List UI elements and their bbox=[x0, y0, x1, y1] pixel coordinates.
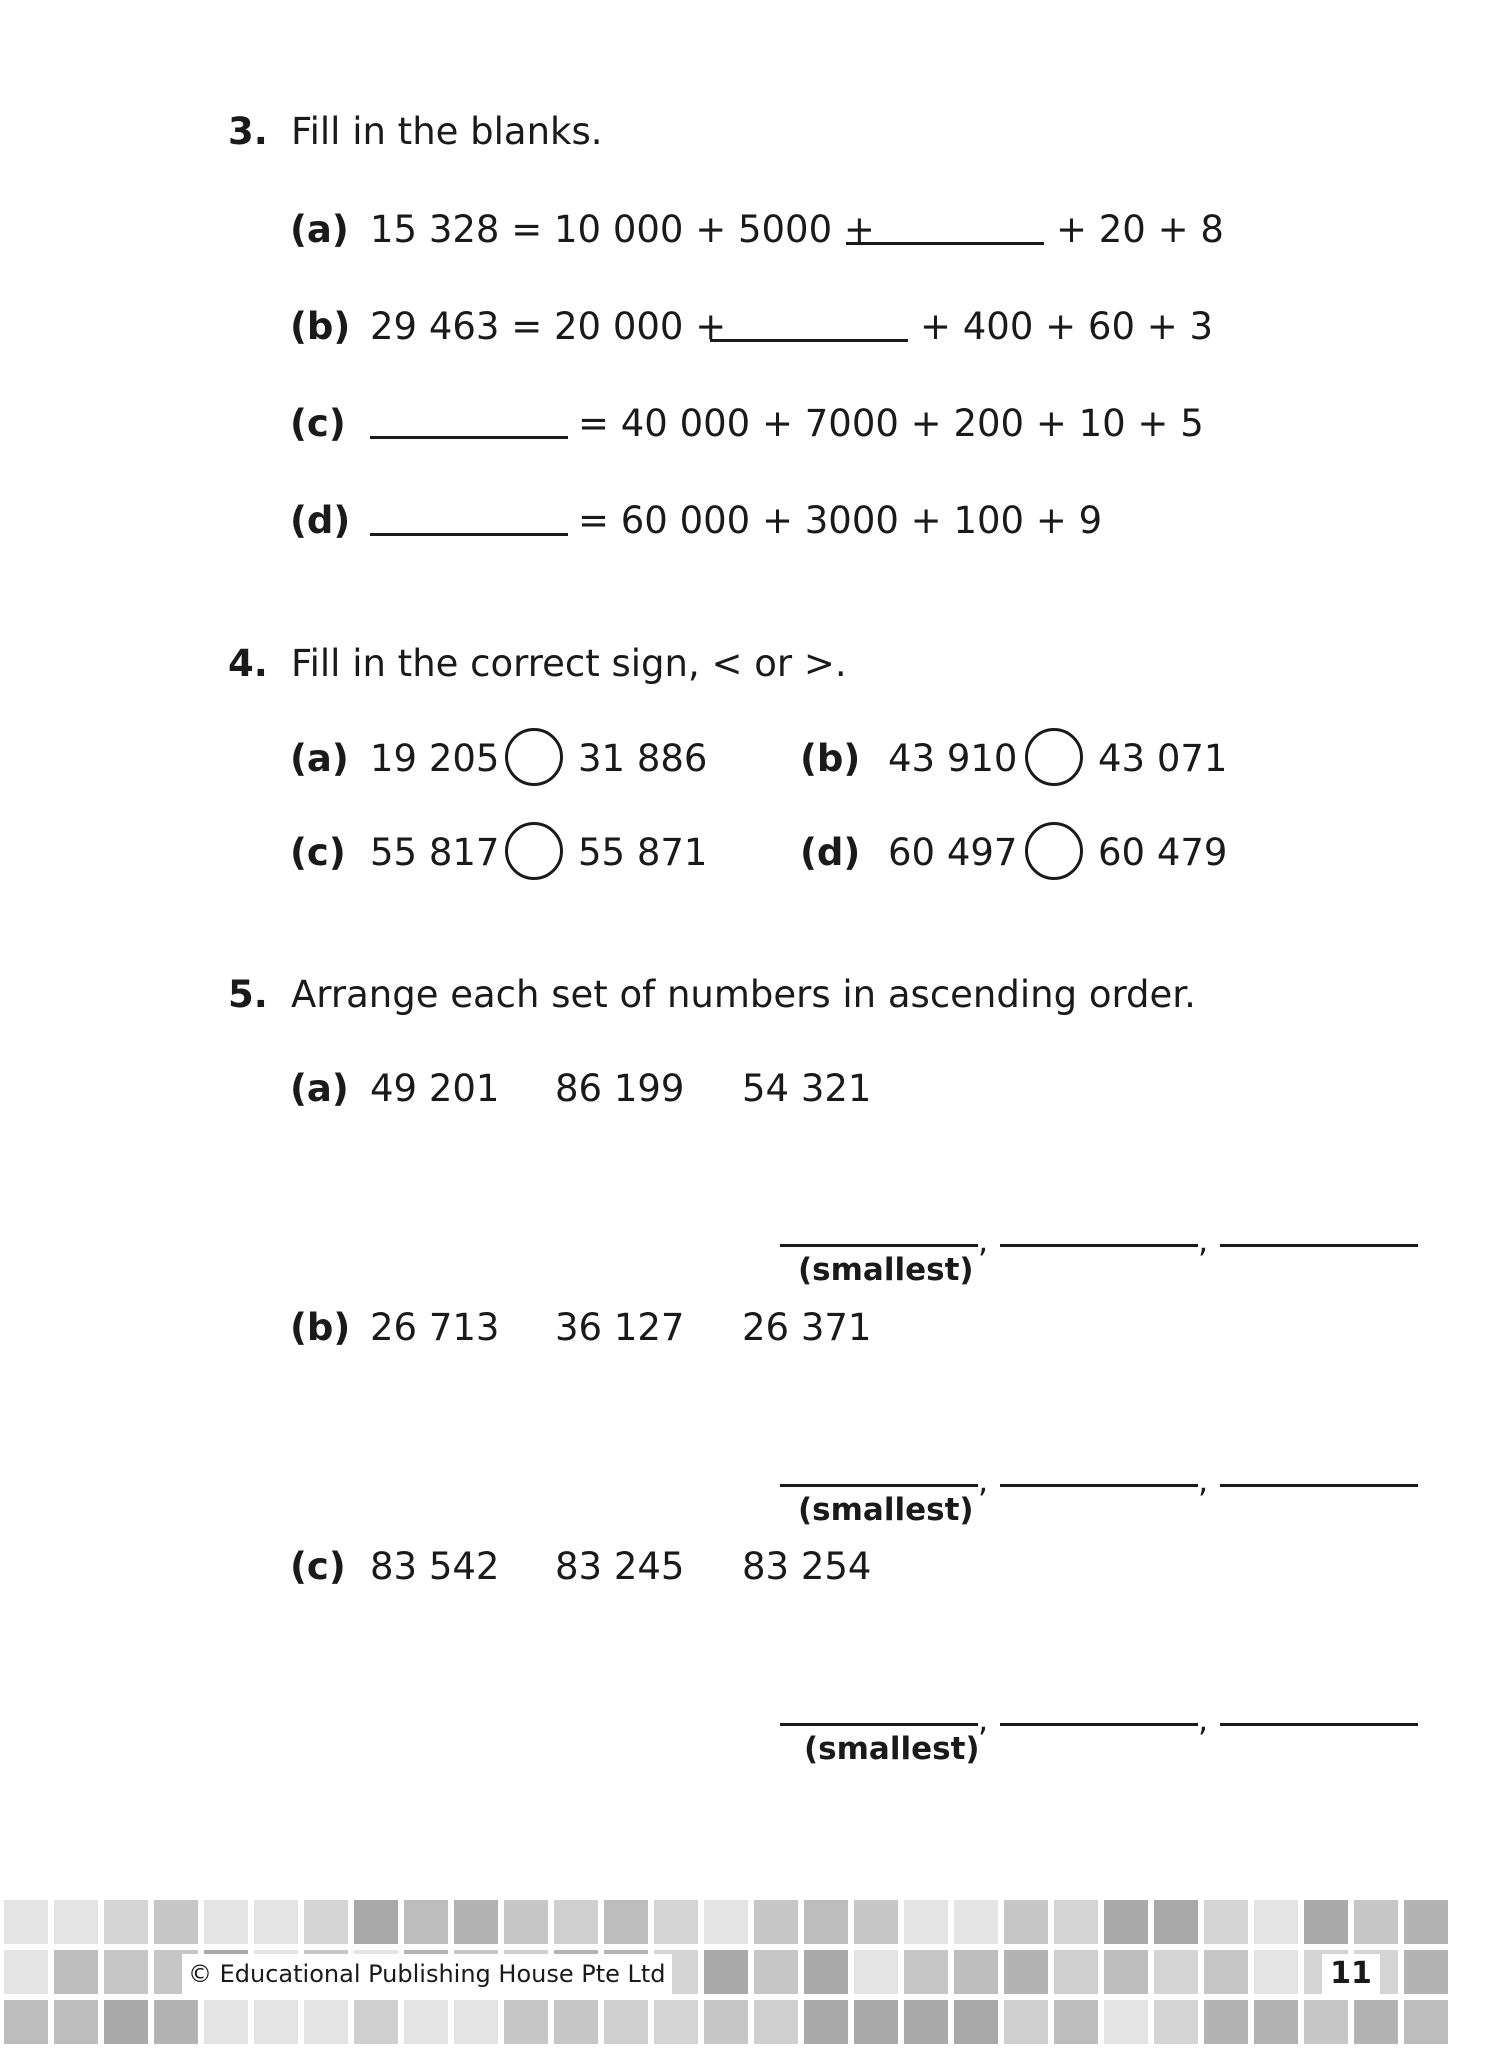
footer-tile bbox=[904, 1900, 948, 1944]
footer-tile bbox=[754, 2000, 798, 2044]
q4b-right-number: 43 071 bbox=[1098, 737, 1228, 780]
q5a-number-2: 86 199 bbox=[555, 1067, 685, 1110]
q4d-sign-circle[interactable] bbox=[1025, 822, 1083, 880]
footer-tile bbox=[1104, 2000, 1148, 2044]
q5b-comma-2: , bbox=[1198, 1462, 1209, 1500]
question-5-number: 5. bbox=[228, 973, 268, 1016]
q5c-label: (c) bbox=[290, 1545, 346, 1588]
q5c-comma-1: , bbox=[978, 1701, 989, 1739]
footer-tile bbox=[804, 2000, 848, 2044]
question-3-number: 3. bbox=[228, 110, 268, 153]
question-5-prompt: Arrange each set of numbers in ascending order. bbox=[291, 973, 1196, 1016]
q5a-comma-2: , bbox=[1198, 1222, 1209, 1260]
footer-tile bbox=[1204, 2000, 1248, 2044]
footer-tile bbox=[704, 1900, 748, 1944]
footer-tile bbox=[4, 2000, 48, 2044]
footer-tile bbox=[1054, 1950, 1098, 1994]
footer-tile bbox=[254, 2000, 298, 2044]
footer-tile bbox=[4, 1950, 48, 1994]
q4b-left-number: 43 910 bbox=[888, 737, 1018, 780]
footer-tile bbox=[854, 1900, 898, 1944]
q3b-left-expression: 29 463 = 20 000 + bbox=[370, 305, 727, 348]
footer-tile bbox=[554, 1900, 598, 1944]
footer-tile bbox=[204, 2000, 248, 2044]
footer-tile bbox=[804, 1900, 848, 1944]
q5a-number-1: 49 201 bbox=[370, 1067, 500, 1110]
q5a-smallest-label: (smallest) bbox=[798, 1252, 974, 1288]
footer-tile bbox=[954, 1900, 998, 1944]
q3c-right-expression: = 40 000 + 7000 + 200 + 10 + 5 bbox=[578, 402, 1204, 445]
q3a-label: (a) bbox=[290, 208, 349, 251]
q5b-label: (b) bbox=[290, 1306, 351, 1349]
q5c-number-2: 83 245 bbox=[555, 1545, 685, 1588]
q4b-sign-circle[interactable] bbox=[1025, 728, 1083, 786]
q5c-answer-blank-1[interactable] bbox=[780, 1723, 978, 1726]
footer-tile bbox=[1304, 1900, 1348, 1944]
q4c-left-number: 55 817 bbox=[370, 831, 500, 874]
q4c-label: (c) bbox=[290, 831, 346, 874]
footer-tile bbox=[954, 2000, 998, 2044]
q5b-number-2: 36 127 bbox=[555, 1306, 685, 1349]
footer-tile bbox=[404, 2000, 448, 2044]
footer-tile bbox=[1154, 2000, 1198, 2044]
footer-tile bbox=[904, 1950, 948, 1994]
footer-tile bbox=[1304, 2000, 1348, 2044]
footer-tile bbox=[1404, 2000, 1448, 2044]
footer-tile bbox=[1354, 2000, 1398, 2044]
footer-tile bbox=[604, 2000, 648, 2044]
footer-tile bbox=[954, 1950, 998, 1994]
footer-tile bbox=[1004, 1950, 1048, 1994]
footer-tile bbox=[154, 2000, 198, 2044]
footer-tile bbox=[904, 2000, 948, 2044]
q5a-number-3: 54 321 bbox=[742, 1067, 872, 1110]
footer-tile bbox=[1204, 1900, 1248, 1944]
footer-tile bbox=[54, 2000, 98, 2044]
copyright-text: © Educational Publishing House Pte Ltd bbox=[182, 1954, 672, 1994]
footer-tile bbox=[4, 1900, 48, 1944]
q4a-sign-circle[interactable] bbox=[505, 728, 563, 786]
footer-tile bbox=[304, 2000, 348, 2044]
q3a-left-expression: 15 328 = 10 000 + 5000 + bbox=[370, 208, 875, 251]
q5a-answer-blank-1[interactable] bbox=[780, 1244, 978, 1247]
footer-tile bbox=[354, 1900, 398, 1944]
footer-tile bbox=[404, 1900, 448, 1944]
footer-tile bbox=[1004, 2000, 1048, 2044]
footer-tile bbox=[504, 2000, 548, 2044]
footer-tile bbox=[704, 1950, 748, 1994]
q3c-label: (c) bbox=[290, 402, 346, 445]
q4c-sign-circle[interactable] bbox=[505, 822, 563, 880]
q3b-label: (b) bbox=[290, 305, 351, 348]
q4d-left-number: 60 497 bbox=[888, 831, 1018, 874]
q3b-answer-blank[interactable] bbox=[710, 339, 908, 342]
footer-tile bbox=[654, 1900, 698, 1944]
q4c-right-number: 55 871 bbox=[578, 831, 708, 874]
footer-tile bbox=[104, 1900, 148, 1944]
q5c-answer-blank-3[interactable] bbox=[1220, 1723, 1418, 1726]
footer-tile bbox=[504, 1900, 548, 1944]
q5c-number-1: 83 542 bbox=[370, 1545, 500, 1588]
question-4-prompt: Fill in the correct sign, < or >. bbox=[291, 642, 847, 685]
footer-tile bbox=[1154, 1900, 1198, 1944]
q4d-right-number: 60 479 bbox=[1098, 831, 1228, 874]
footer-tile bbox=[454, 1900, 498, 1944]
q5a-answer-blank-3[interactable] bbox=[1220, 1244, 1418, 1247]
footer-tile bbox=[654, 2000, 698, 2044]
footer-tile bbox=[204, 1900, 248, 1944]
footer-tile bbox=[754, 1900, 798, 1944]
q3b-right-expression: + 400 + 60 + 3 bbox=[920, 305, 1214, 348]
footer-tile bbox=[854, 2000, 898, 2044]
footer-tile bbox=[1004, 1900, 1048, 1944]
q5c-comma-2: , bbox=[1198, 1701, 1209, 1739]
q5c-smallest-label: (smallest) bbox=[804, 1731, 980, 1767]
footer-tile bbox=[104, 2000, 148, 2044]
footer-tile bbox=[1404, 1950, 1448, 1994]
footer-tile bbox=[704, 2000, 748, 2044]
q3d-right-expression: = 60 000 + 3000 + 100 + 9 bbox=[578, 499, 1103, 542]
q3d-label: (d) bbox=[290, 499, 351, 542]
q5c-answer-blank-2[interactable] bbox=[1000, 1723, 1198, 1726]
footer-tile bbox=[604, 1900, 648, 1944]
footer-tile bbox=[1354, 1900, 1398, 1944]
footer-tile bbox=[1254, 1950, 1298, 1994]
footer-tile bbox=[1104, 1900, 1148, 1944]
footer-tile bbox=[254, 1900, 298, 1944]
footer-tile bbox=[154, 1900, 198, 1944]
footer-tile bbox=[104, 1950, 148, 1994]
footer-tile bbox=[1204, 1950, 1248, 1994]
q5b-answer-blank-2[interactable] bbox=[1000, 1484, 1198, 1487]
q4a-right-number: 31 886 bbox=[578, 737, 708, 780]
q4a-left-number: 19 205 bbox=[370, 737, 500, 780]
q4a-label: (a) bbox=[290, 737, 349, 780]
q3c-answer-blank[interactable] bbox=[370, 436, 568, 439]
q4b-label: (b) bbox=[800, 737, 861, 780]
q5a-label: (a) bbox=[290, 1067, 349, 1110]
footer-tile bbox=[354, 2000, 398, 2044]
footer-tile bbox=[854, 1950, 898, 1994]
footer-tile bbox=[1054, 1900, 1098, 1944]
footer-tile bbox=[1254, 2000, 1298, 2044]
q5b-smallest-label: (smallest) bbox=[798, 1492, 974, 1528]
footer-tile bbox=[54, 1950, 98, 1994]
question-4-number: 4. bbox=[228, 642, 268, 685]
q3a-right-expression: + 20 + 8 bbox=[1056, 208, 1224, 251]
q5b-number-1: 26 713 bbox=[370, 1306, 500, 1349]
footer-tile bbox=[1404, 1900, 1448, 1944]
footer-tile bbox=[54, 1900, 98, 1944]
footer-tile bbox=[1154, 1950, 1198, 1994]
q5b-comma-1: , bbox=[978, 1462, 989, 1500]
q5b-answer-blank-1[interactable] bbox=[780, 1484, 978, 1487]
q5a-comma-1: , bbox=[978, 1222, 989, 1260]
q5b-number-3: 26 371 bbox=[742, 1306, 872, 1349]
q5c-number-3: 83 254 bbox=[742, 1545, 872, 1588]
q4d-label: (d) bbox=[800, 831, 861, 874]
footer-tile bbox=[754, 1950, 798, 1994]
footer-tile bbox=[804, 1950, 848, 1994]
q3a-answer-blank[interactable] bbox=[846, 242, 1044, 245]
footer-tile bbox=[1104, 1950, 1148, 1994]
q5b-answer-blank-3[interactable] bbox=[1220, 1484, 1418, 1487]
page-number: 11 bbox=[1322, 1954, 1380, 1994]
footer-tile bbox=[1254, 1900, 1298, 1944]
footer-tile bbox=[554, 2000, 598, 2044]
footer-tile bbox=[1054, 2000, 1098, 2044]
q5a-answer-blank-2[interactable] bbox=[1000, 1244, 1198, 1247]
footer-tile bbox=[304, 1900, 348, 1944]
footer-tile bbox=[454, 2000, 498, 2044]
q3d-answer-blank[interactable] bbox=[370, 533, 568, 536]
question-3-prompt: Fill in the blanks. bbox=[291, 110, 603, 153]
